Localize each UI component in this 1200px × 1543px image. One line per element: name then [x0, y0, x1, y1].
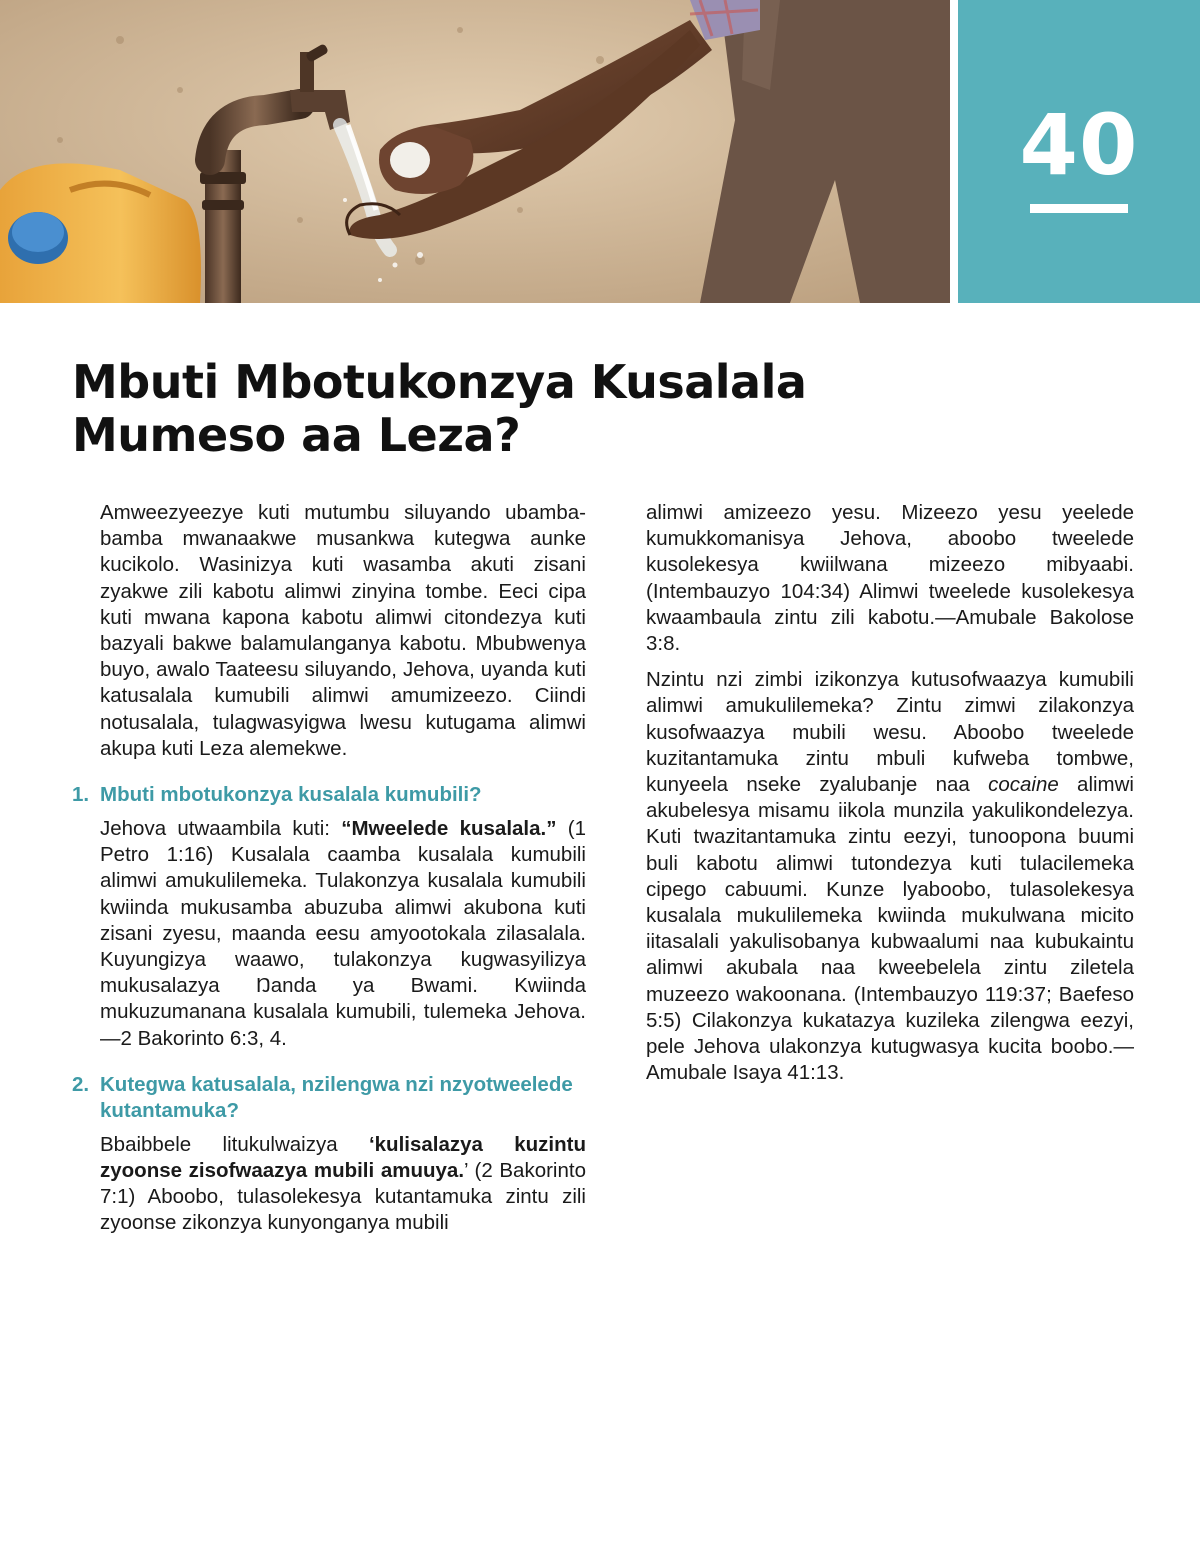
page-title — [72, 356, 892, 462]
answer-2b-italic: cocaine — [988, 773, 1059, 797]
question-1-number: 1. — [72, 783, 90, 807]
answer-2b-text-b: alimwi akubelesya misamu iikola munzila yakulikondelezya. Kuti twazitantamuka zintu eezyi, tunoopona buumi buli kabotu alimwi tutondezya kuti tulacilemeka cipego cabuumi. Kunze lyaboobo, tulasolekesya kusalala mukulilemeka kwiinda mukulwana micito iitasalali yakulisobanya kubwaalumi naa kubukaintu alimwi akubala naa kweebelela zintu ziletela muzeezo wakoonana. (Intembauzyo 119:37; Baefeso 5:5) Cilakonzya kukatazya kuzileka zilengwa eezyi, pele Jehova ulakonzya kutugwasya kucita boobo.—Amubale Isaya 41:13. — [646, 773, 1134, 1085]
answer-1-bold: “Mweelede kusalala.” — [341, 817, 557, 841]
answer-2-bold: ‘kulisalazya kuzintu zyoonse zisofwaazya mubili amuuya. — [100, 1132, 586, 1183]
lesson-number-underline — [1030, 204, 1128, 213]
intro-paragraph: Amweezyeezye kuti mutumbu siluyando ubamba-bamba mwanaakwe musankwa kutegwa aunke kucikolo. Wasinizya kuti wasamba akuti zisani zyakwe zili kabotu alimwi zinyina tombe. Eeci cipa kuti mwana kapona kabotu alimwi citondezya kuti bazyali bakwe balamulanganya kabotu. Mbubwenya buyo, awalo Taateesu siluyando, Jehova, uyanda kuti katusalala kumubili alimwi amumizeezo. Ciindi notusalala, tulagwasyigwa lwesu kutugama alimwi akupa kuti Leza alemekwe. — [100, 501, 586, 760]
title-line-2: Mumeso aa Leza? — [72, 408, 521, 462]
left-column — [72, 500, 586, 1247]
answer-2-paragraph — [100, 1132, 586, 1237]
answer-1-text-b: (1 Petro 1:16) Kusalala caamba kusalala kumubili alimwi amukulilemeka. Tulakonzya kusalala kumubili kwiinda mukusamba abuzuba alimwi akubona kuti zisani zyesu, maanda eesu amyootokala zilasalala. Kuyungizya waawo, tulakonzya kugwasyilizya mukusalazya Ŋanda ya Bwami. Kwiinda mukuzumanana kusalala kumubili, tulemeka Jehova.—2 Bakorinto 6:3, 4. — [100, 817, 586, 1050]
title-line-1: Mbuti Mbotukonzya Kusalala — [72, 355, 807, 409]
answer-2-paragraph-2 — [646, 667, 1134, 1086]
right-column — [646, 500, 1134, 1096]
hand-washing-photo — [0, 0, 950, 303]
question-2 — [72, 1072, 586, 1124]
question-2-text: Kutegwa katusalala, nzilengwa nzi nzyotweelede kutantamuka? — [100, 1072, 573, 1122]
question-2-number: 2. — [72, 1072, 90, 1096]
hero-image — [0, 0, 950, 303]
lesson-number: 40 — [1019, 96, 1139, 194]
answer-2-text-a: Bbaibbele litukulwaizya — [100, 1132, 369, 1156]
question-1-text: Mbuti mbotukonzya kusalala kumubili? — [100, 783, 482, 807]
question-1 — [72, 782, 586, 808]
lesson-number-box — [958, 0, 1200, 303]
answer-2-text-b-left: ’ (2 Bakorinto 7:1) Aboobo, tulasolekesya kutantamuka zintu zili zyoonse zikonzya kunyonganya mubili — [100, 1159, 586, 1235]
answer-2-continued: alimwi amizeezo yesu. Mizeezo yesu yeelede kumukkomanisya Jehova, aboobo tweelede kusolekesya kwiilwana mizeezo mibyaabi. (Intembauzyo 104:34) Alimwi tweelede kusolekesya kwaambaula zintu zili kabotu.—Amubale Bakolose 3:8. — [646, 501, 1134, 656]
answer-1-paragraph — [100, 816, 586, 1052]
answer-1-text-a: Jehova utwaambila kuti: — [100, 817, 342, 841]
answer-2b-text-a: Nzintu nzi zimbi izikonzya kutusofwaazya kumubili alimwi amukulilemeka? Zintu zimwi zilakonzya kusofwaazya mubili wesu. Aboobo tweelede kuzitantamuka zintu mbuli kufweba tombwe, kunyeela nseke zyalubanje naa — [646, 668, 1134, 797]
